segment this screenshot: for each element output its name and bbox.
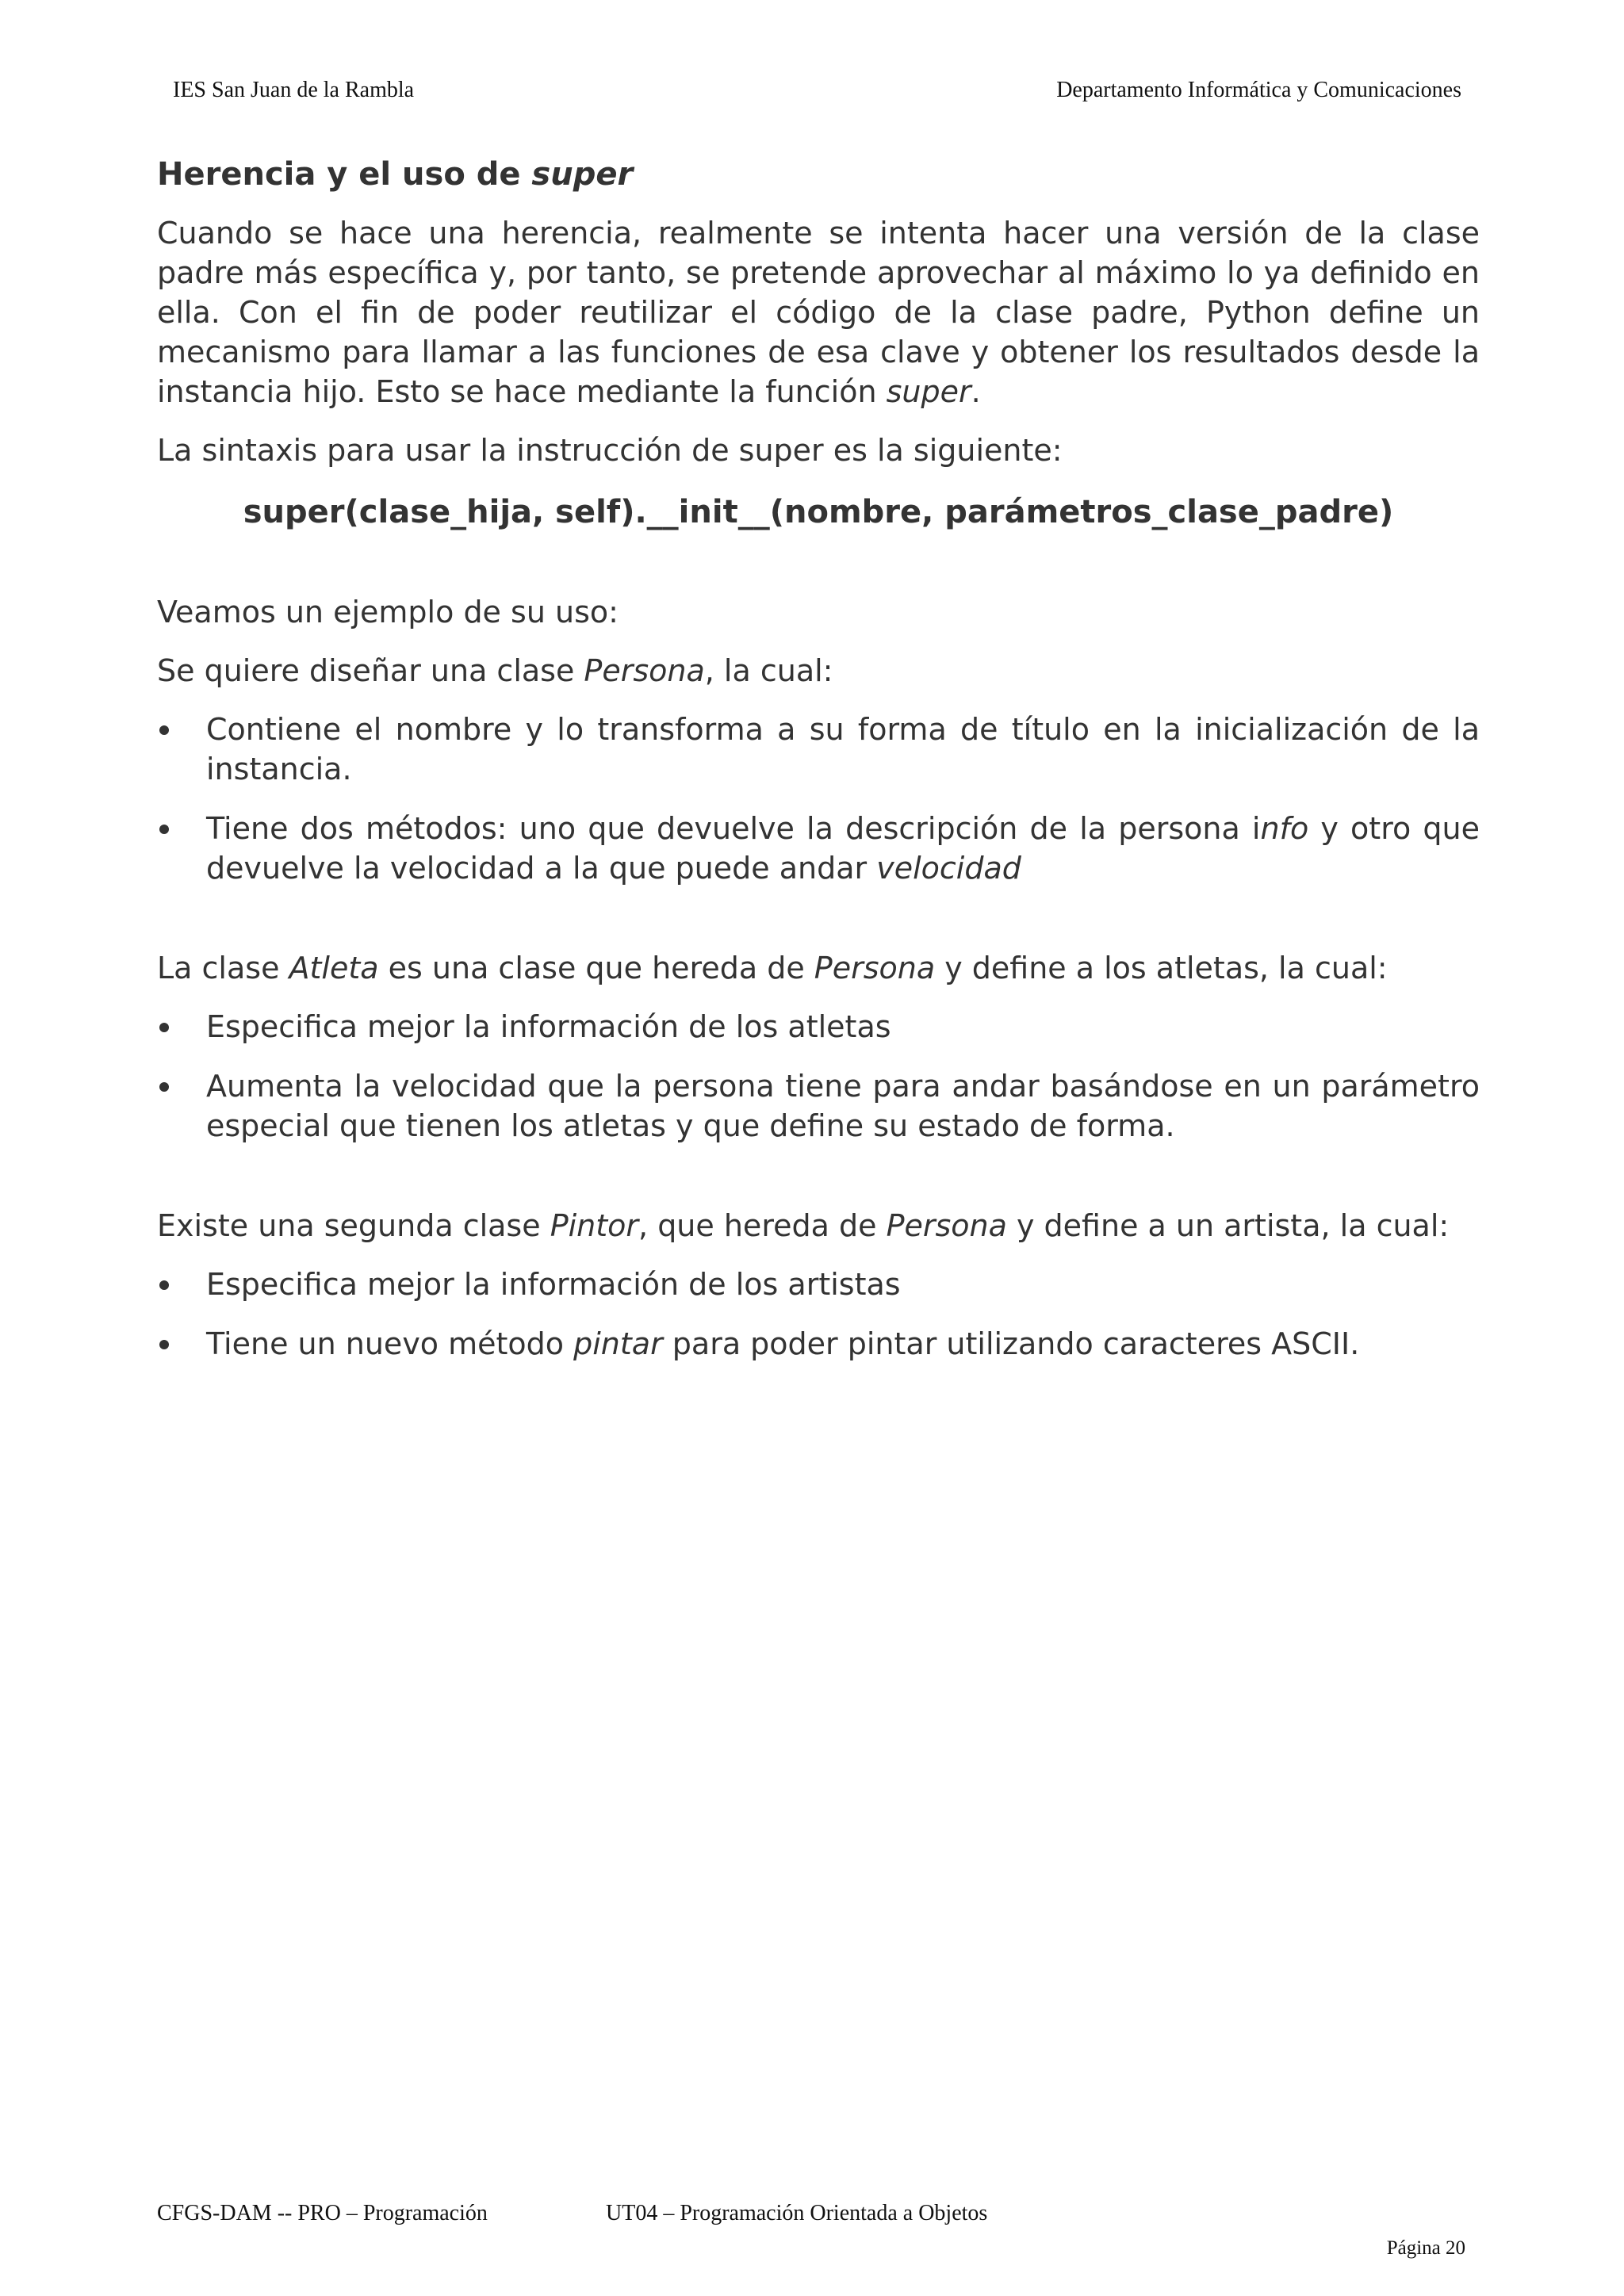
bullet-icon (159, 1082, 169, 1092)
page-content (157, 155, 1480, 1383)
pintor-bullet-list (157, 1265, 1480, 1364)
intro-paragraph: Cuando se hace una herencia, realmente se intenta hacer una versión de la clase padre más específica y, por tanto, se pretende aprovechar al máximo lo ya definido en ella. Con el fin de poder reutilizar el código de la clase padre, Python define un mecanismo para llamar a las funciones de esa clave y obtener los resultados desde la instancia hijo. Esto se hace mediante la función super. (157, 216, 1480, 409)
persona-bullet-list (157, 710, 1480, 888)
bullet-icon (159, 725, 169, 735)
atleta-bullet-list (157, 1007, 1480, 1146)
header-school: IES San Juan de la Rambla (173, 78, 415, 102)
list-item: Aumenta la velocidad que la persona tiene para andar basándose en un parámetro especial que tienen los atletas y que define su estado de forma. (157, 1066, 1480, 1146)
footer-course: CFGS-DAM -- PRO – Programación (157, 2201, 488, 2225)
bullet-icon (159, 825, 169, 834)
syntax-code: super(clase_hija, self).__init__(nombre, parámetros_clase_padre) (243, 494, 1394, 530)
example-intro: Veamos un ejemplo de su uso: (157, 595, 619, 629)
syntax-intro: La sintaxis para usar la instrucción de super es la siguiente: (157, 433, 1063, 468)
pintor-intro: Existe una segunda clase Pintor, que hereda de Persona y define a un artista, la cual: (157, 1208, 1450, 1243)
footer-page-number: Página 20 (1386, 2237, 1465, 2259)
bullet-icon (159, 1280, 169, 1290)
bullet-icon (159, 1340, 169, 1349)
list-item: Especifica mejor la información de los atletas (157, 1007, 1480, 1047)
list-item: Tiene dos métodos: uno que devuelve la descripción de la persona info y otro que devuelve la velocidad a la que puede andar velocidad (157, 809, 1480, 888)
list-item: Especifica mejor la información de los artistas (157, 1265, 1480, 1304)
bullet-icon (159, 1023, 169, 1032)
atleta-intro: La clase Atleta es una clase que hereda de Persona y define a los atletas, la cual: (157, 951, 1388, 985)
section-title: Herencia y el uso de super (157, 156, 634, 193)
persona-intro: Se quiere diseñar una clase Persona, la cual: (157, 653, 833, 688)
footer-unit: UT04 – Programación Orientada a Objetos (606, 2201, 988, 2225)
list-item: Contiene el nombre y lo transforma a su forma de título en la inicialización de la instancia. (157, 710, 1480, 789)
list-item: Tiene un nuevo método pintar para poder pintar utilizando caracteres ASCII. (157, 1324, 1480, 1364)
header-department: Departamento Informática y Comunicaciones (1056, 78, 1461, 102)
